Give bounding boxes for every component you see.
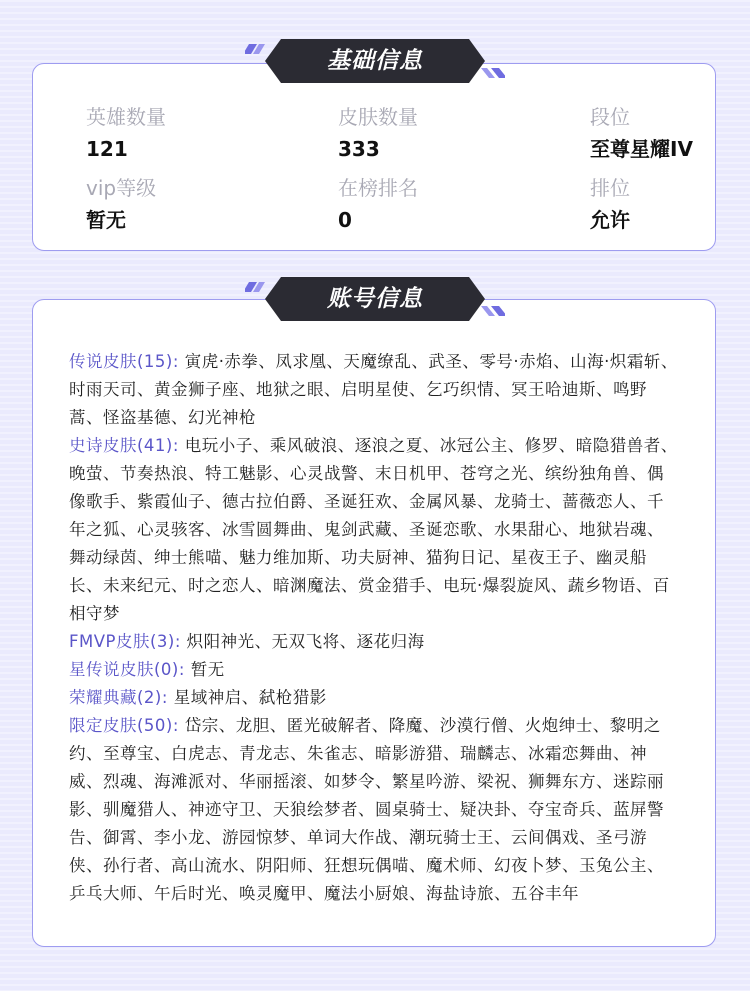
stat-value: 至尊星耀IV [590,137,693,161]
skin-category-list [69,348,679,908]
category-name: 史诗皮肤(41): [69,436,179,455]
stat-label: vip等级 [86,176,157,200]
category-items: 暂无 [190,660,225,679]
category-items: 炽阳神光、无双飞将、逐花归海 [186,632,425,651]
stat-label: 在榜排名 [338,176,418,200]
stat-leaderboard-rank [338,175,538,233]
category-name: FMVP皮肤(3): [69,632,181,651]
category-items: 电玩小子、乘风破浪、逐浪之夏、冰冠公主、修罗、暗隐猎兽者、晚萤、节奏热浪、特工魅影、心灵战警、末日机甲、苍穹之光、缤纷独角兽、偶像歌手、紫霞仙子、德古拉伯爵、圣诞狂欢、金属风暴、龙骑士、蔷薇恋人、千年之狐、心灵骇客、冰雪圆舞曲、鬼剑武藏、圣诞恋歌、水果甜心、地狱岩魂、舞动绿茵、绅士熊喵、魅力维加斯、功夫厨神、猫狗日记、星夜王子、幽灵船长、未来纪元、时之恋人、暗渊魔法、赏金猎手、电玩·爆裂旋风、蔬乡物语、百相守梦 [69,436,678,623]
stat-skin-count [338,104,538,162]
stat-value: 暂无 [86,208,126,232]
stat-value: 0 [338,208,352,232]
stat-rank-tier [590,104,750,162]
skin-category-glory-collection [69,684,679,712]
stat-label: 排位 [590,176,630,200]
stat-label: 段位 [590,105,630,129]
basic-info-card [32,63,716,251]
stat-label: 英雄数量 [86,105,166,129]
category-items: 岱宗、龙胆、匿光破解者、降魔、沙漠行僧、火炮绅士、黎明之约、至尊宝、白虎志、青龙志、朱雀志、暗影游猎、瑞麟志、冰霜恋舞曲、神威、烈魂、海滩派对、华丽摇滚、如梦令、繁星吟游、梁祝、狮舞东方、迷踪丽影、驯魔猎人、神迹守卫、天狼绘梦者、圆桌骑士、疑决卦、夺宝奇兵、蓝屏警告、御霄、李小龙、游园惊梦、单词大作战、潮玩骑士王、云间偶戏、圣弓游侠、孙行者、高山流水、阴阳师、狂想玩偶喵、魔术师、幻夜卜梦、玉兔公主、乒乓大师、午后时光、唤灵魔甲、魔法小厨娘、海盐诗旅、五谷丰年 [69,716,664,903]
category-name: 传说皮肤(15): [69,352,179,371]
skin-category-limited [69,712,679,908]
skin-category-star-legendary [69,656,679,684]
stat-value: 121 [86,137,128,161]
account-info-card [32,299,716,947]
category-items: 星域神启、弑枪猎影 [173,688,327,707]
stat-label: 皮肤数量 [338,105,418,129]
stat-hero-count [86,104,286,162]
stat-value: 允许 [590,208,630,232]
stat-ranked-status [590,175,750,233]
category-name: 限定皮肤(50): [69,716,179,735]
section-title: 账号信息 [327,286,423,312]
stat-value: 333 [338,137,380,161]
skin-category-legendary [69,348,679,432]
section-title: 基础信息 [327,48,423,74]
section-banner-account [245,276,505,322]
category-name: 星传说皮肤(0): [69,660,185,679]
section-banner-basic [245,38,505,84]
skin-category-fmvp [69,628,679,656]
stat-vip-level [86,175,286,233]
skin-category-epic [69,432,679,628]
category-name: 荣耀典藏(2): [69,688,168,707]
category-items: 寅虎·赤拳、凤求凰、天魔缭乱、武圣、零号·赤焰、山海·炽霜斩、时雨天司、黄金狮子座、地狱之眼、启明星使、乞巧织情、冥王哈迪斯、鸣野蒿、怪盗基德、幻光神枪 [69,352,678,427]
